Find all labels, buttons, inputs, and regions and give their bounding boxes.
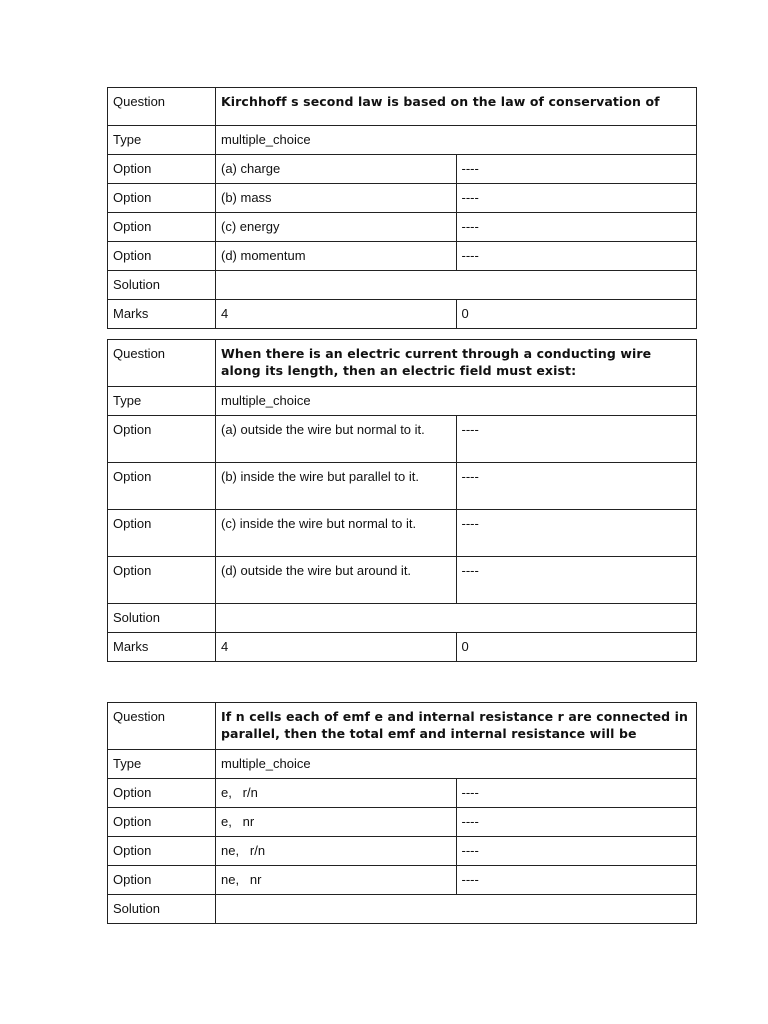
option-value: ---- [456,557,697,604]
option-label: Option [108,808,216,837]
option-label: Option [108,510,216,557]
question-text: Kirchhoff s second law is based on the law of conservation of [216,88,697,126]
option-text: (c) inside the wire but normal to it. [216,510,457,557]
option-row [108,242,697,271]
type-label: Type [108,750,216,779]
option-label: Option [108,557,216,604]
solution-label: Solution [108,604,216,633]
option-value: ---- [456,184,697,213]
question-table-3 [107,702,697,924]
question-row [108,88,697,126]
question-label: Question [108,340,216,387]
option-label: Option [108,155,216,184]
option-value: ---- [456,837,697,866]
question-row [108,703,697,750]
solution-label: Solution [108,895,216,924]
type-value: multiple_choice [216,750,697,779]
option-label: Option [108,837,216,866]
option-text: (b) mass [216,184,457,213]
option-label: Option [108,463,216,510]
marks-positive: 4 [216,633,457,662]
option-text: (a) outside the wire but normal to it. [216,416,457,463]
option-value: ---- [456,510,697,557]
type-row [108,750,697,779]
option-value: ---- [456,463,697,510]
question-row [108,340,697,387]
solution-row [108,604,697,633]
question-text: If n cells each of emf e and internal resistance r are connected in parallel, then the total emf and internal resistance will be [216,703,697,750]
type-value: multiple_choice [216,387,697,416]
question-label: Question [108,88,216,126]
option-label: Option [108,866,216,895]
option-row [108,837,697,866]
marks-row [108,633,697,662]
solution-label: Solution [108,271,216,300]
option-row [108,808,697,837]
solution-value [216,271,697,300]
marks-row [108,300,697,329]
option-label: Option [108,242,216,271]
question-label: Question [108,703,216,750]
option-row [108,416,697,463]
solution-row [108,895,697,924]
option-label: Option [108,779,216,808]
marks-positive: 4 [216,300,457,329]
option-row [108,184,697,213]
type-value: multiple_choice [216,126,697,155]
option-row [108,155,697,184]
option-value: ---- [456,416,697,463]
option-value: ---- [456,155,697,184]
option-value: ---- [456,866,697,895]
option-text: ne, nr [216,866,457,895]
option-row [108,866,697,895]
option-value: ---- [456,779,697,808]
option-label: Option [108,416,216,463]
type-row [108,387,697,416]
option-value: ---- [456,242,697,271]
option-text: (d) outside the wire but around it. [216,557,457,604]
option-text: e, r/n [216,779,457,808]
option-text: (c) energy [216,213,457,242]
option-row [108,213,697,242]
option-row [108,557,697,604]
marks-label: Marks [108,633,216,662]
marks-negative: 0 [456,633,697,662]
option-text: ne, r/n [216,837,457,866]
question-table-2 [107,339,697,662]
option-row [108,463,697,510]
solution-value [216,604,697,633]
question-table-1 [107,87,697,329]
option-label: Option [108,184,216,213]
type-label: Type [108,387,216,416]
option-text: e, nr [216,808,457,837]
option-label: Option [108,213,216,242]
solution-value [216,895,697,924]
option-value: ---- [456,213,697,242]
question-text: When there is an electric current through a conducting wire along its length, then an electric field must exist: [216,340,697,387]
marks-label: Marks [108,300,216,329]
solution-row [108,271,697,300]
option-row [108,510,697,557]
option-row [108,779,697,808]
option-text: (b) inside the wire but parallel to it. [216,463,457,510]
option-value: ---- [456,808,697,837]
option-text: (d) momentum [216,242,457,271]
type-row [108,126,697,155]
option-text: (a) charge [216,155,457,184]
marks-negative: 0 [456,300,697,329]
type-label: Type [108,126,216,155]
